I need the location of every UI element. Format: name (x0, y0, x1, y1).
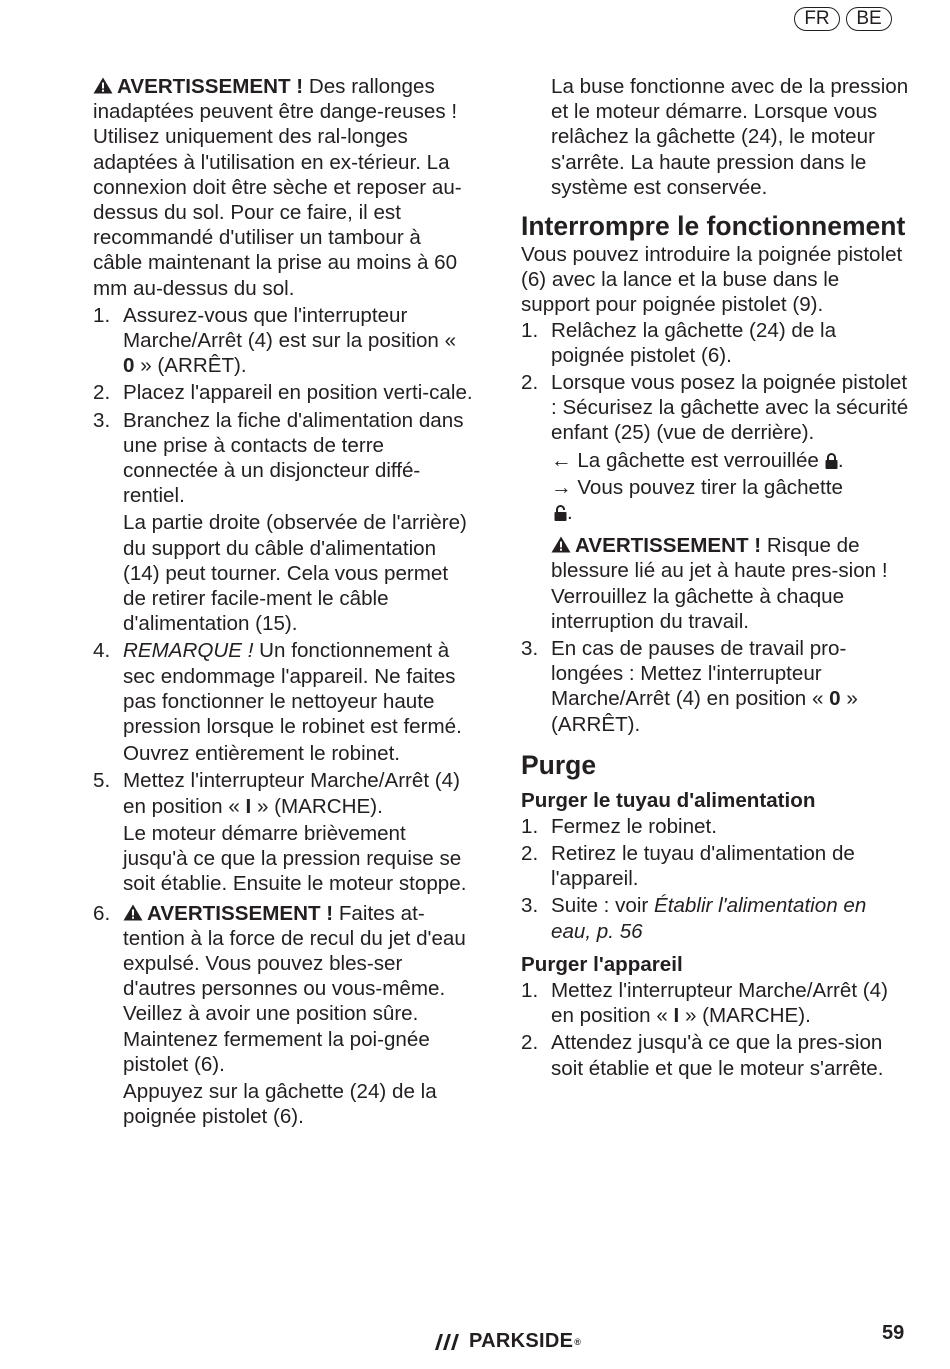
heading-purge-device: Purger l'appareil (521, 952, 683, 976)
list-item (93, 901, 473, 1130)
step-text: Un fonctionnement à sec endommage l'appareil. Ne faites pas fonctionner le nettoyeur haute pression lorsque le robinet est fermé. (123, 639, 462, 739)
interrupt-intro: Vous pouvez introduire la poignée pistolet (6) avec la lance et la buse dans le support pour poignée pistolet (9). (521, 243, 903, 317)
list-item (93, 768, 473, 896)
list-item (521, 893, 909, 943)
step-text: Assurez-vous que l'interrupteur Marche/Arrêt (4) est sur la position « (123, 303, 457, 353)
heading-purge: Purge (521, 749, 597, 780)
lock-open-icon (554, 505, 567, 521)
list-number: 1. (93, 303, 111, 327)
lang-badge-fr: FR (794, 7, 840, 31)
list-item (521, 1030, 909, 1080)
warning-label: AVERTISSEMENT ! (147, 901, 334, 925)
switch-position: 0 (123, 354, 135, 378)
warning-label: AVERTISSEMENT ! (117, 75, 304, 98)
step-note: Le moteur démarre brièvement jusqu'à ce que la pression requise se soit établie. Ensuite le moteur stoppe. (123, 821, 467, 896)
lock-closed-icon (825, 453, 838, 469)
step-text: Suite : voir (551, 894, 655, 918)
lang-badge-be: BE (846, 7, 892, 31)
list-number: 2. (521, 371, 539, 395)
parkside-logo (431, 1330, 581, 1353)
warning-text: Des rallonges inadaptées peuvent être dange-reuses ! Utilisez uniquement des ral-longes adaptées à l'utilisation en ex-térieur. La connexion doit être sèche et reposer au-dessus du sol. Pour ce faire, il est recommandé d'utiliser un tambour à câble maintenant la prise au moins à 60 mm au-dessus du sol. (93, 75, 462, 300)
warning-icon (551, 536, 571, 553)
list-item (93, 303, 473, 379)
step-text: Lorsque vous posez la poignée pistolet : Sécurisez la gâchette avec la sécurité enfant (25) (vue de derrière). (551, 371, 909, 445)
right-column (521, 74, 909, 1083)
heading-purge-hose: Purger le tuyau d'alimentation (521, 788, 816, 812)
interrupt-warning (551, 533, 909, 634)
list-number: 4. (93, 639, 111, 663)
step-text: En cas de pauses de travail pro-longées : Mettez l'interrupteur Marche/Arrêt (4) en position « (551, 637, 847, 711)
list-number: 2. (521, 1031, 539, 1055)
list-number: 3. (521, 637, 539, 661)
continuation-text: La buse fonctionne avec de la pression et le moteur démarre. Lorsque vous relâchez la gâchette (24), le moteur s'arrête. La haute pression dans le système est conservée. (551, 75, 909, 199)
list-number: 5. (93, 769, 111, 793)
switch-position: 0 (829, 687, 841, 711)
step-text: Placez l'appareil en position verti-cale. (123, 381, 473, 405)
list-item (521, 841, 909, 891)
note-label: REMARQUE ! (123, 639, 254, 663)
list-number: 2. (93, 381, 111, 405)
step-text: » (MARCHE). (679, 1004, 811, 1028)
warning-icon (123, 904, 143, 921)
list-number: 3. (93, 408, 111, 432)
switch-position: I (673, 1004, 680, 1028)
step-note: Appuyez sur la gâchette (24) de la poignée pistolet (6). (123, 1079, 437, 1129)
list-item (521, 636, 909, 737)
brand-name: PARKSIDE (469, 1330, 574, 1352)
warning-text: Risque de blessure lié au jet à haute pres-sion ! Verrouillez la gâchette à chaque interruption du travail. (551, 534, 888, 633)
list-number: 2. (521, 842, 539, 866)
list-item (93, 380, 473, 405)
step-note: La partie droite (observée de l'arrière) du support du câble d'alimentation (14) peut tourner. Cela vous permet de retirer facile-ment le câble d'alimentation (15). (123, 511, 467, 636)
step-text: Attendez jusqu'à ce que la pres-sion soit établie et que le moteur s'arrête. (551, 1031, 884, 1080)
unlock-text: → Vous pouvez tirer la gâchette (551, 475, 843, 499)
list-number: 1. (521, 318, 539, 342)
step-text: Fermez le robinet. (551, 814, 717, 838)
extension-cord-warning (93, 74, 473, 301)
brand-slashes-icon (431, 1334, 461, 1350)
list-item (93, 408, 473, 637)
step-text: Relâchez la gâchette (24) de la poignée pistolet (6). (551, 318, 837, 367)
language-badges (794, 7, 892, 31)
step-note: Ouvrez entièrement le robinet. (123, 742, 401, 766)
list-item (521, 814, 909, 839)
list-item (521, 318, 909, 368)
unlock-line: → Vous pouvez tirer la gâchette . (551, 475, 843, 525)
list-item (521, 978, 909, 1028)
list-number: 6. (93, 901, 111, 925)
step-text: Mettez l'interrupteur Marche/Arrêt (4) en position « (551, 978, 888, 1028)
left-column (93, 74, 473, 1131)
warning-label: AVERTISSEMENT ! (575, 534, 762, 558)
switch-position: I (245, 794, 252, 818)
lock-text: ← La gâchette est verrouillée (551, 448, 819, 472)
list-number: 3. (521, 894, 539, 918)
step-text: Mettez l'interrupteur Marche/Arrêt (4) en position « (123, 769, 460, 818)
step-text: Retirez le tuyau d'alimentation de l'appareil. (551, 842, 855, 891)
lock-line: ← La gâchette est verrouillée . (551, 448, 844, 472)
list-item (521, 370, 909, 634)
step-text: » (MARCHE). (251, 794, 383, 818)
heading-interrupt: Interrompre le fonctionnement (521, 211, 906, 242)
step-text: » (ARRÊT). (551, 687, 858, 736)
page-number: 59 (882, 1322, 905, 1344)
step-text: » (ARRÊT). (134, 354, 247, 378)
list-number: 1. (521, 814, 539, 838)
warning-icon (93, 77, 113, 94)
step-text: Branchez la fiche d'alimentation dans une prise à contacts de terre connectée à un disjoncteur diffé-rentiel. (123, 408, 464, 508)
list-number: 1. (521, 978, 539, 1002)
warning-text: Faites at-tention à la force de recul du jet d'eau expulsé. Vous pouvez bles-ser d'autres personnes ou vous-même. Veillez à avoir une position sûre. Maintenez fermement la poi-gnée pistolet (6). (123, 901, 466, 1076)
cross-reference: Établir l'alimentation en eau, p. 56 (551, 894, 867, 943)
list-item (93, 638, 473, 766)
registered-mark: ® (574, 1336, 582, 1347)
